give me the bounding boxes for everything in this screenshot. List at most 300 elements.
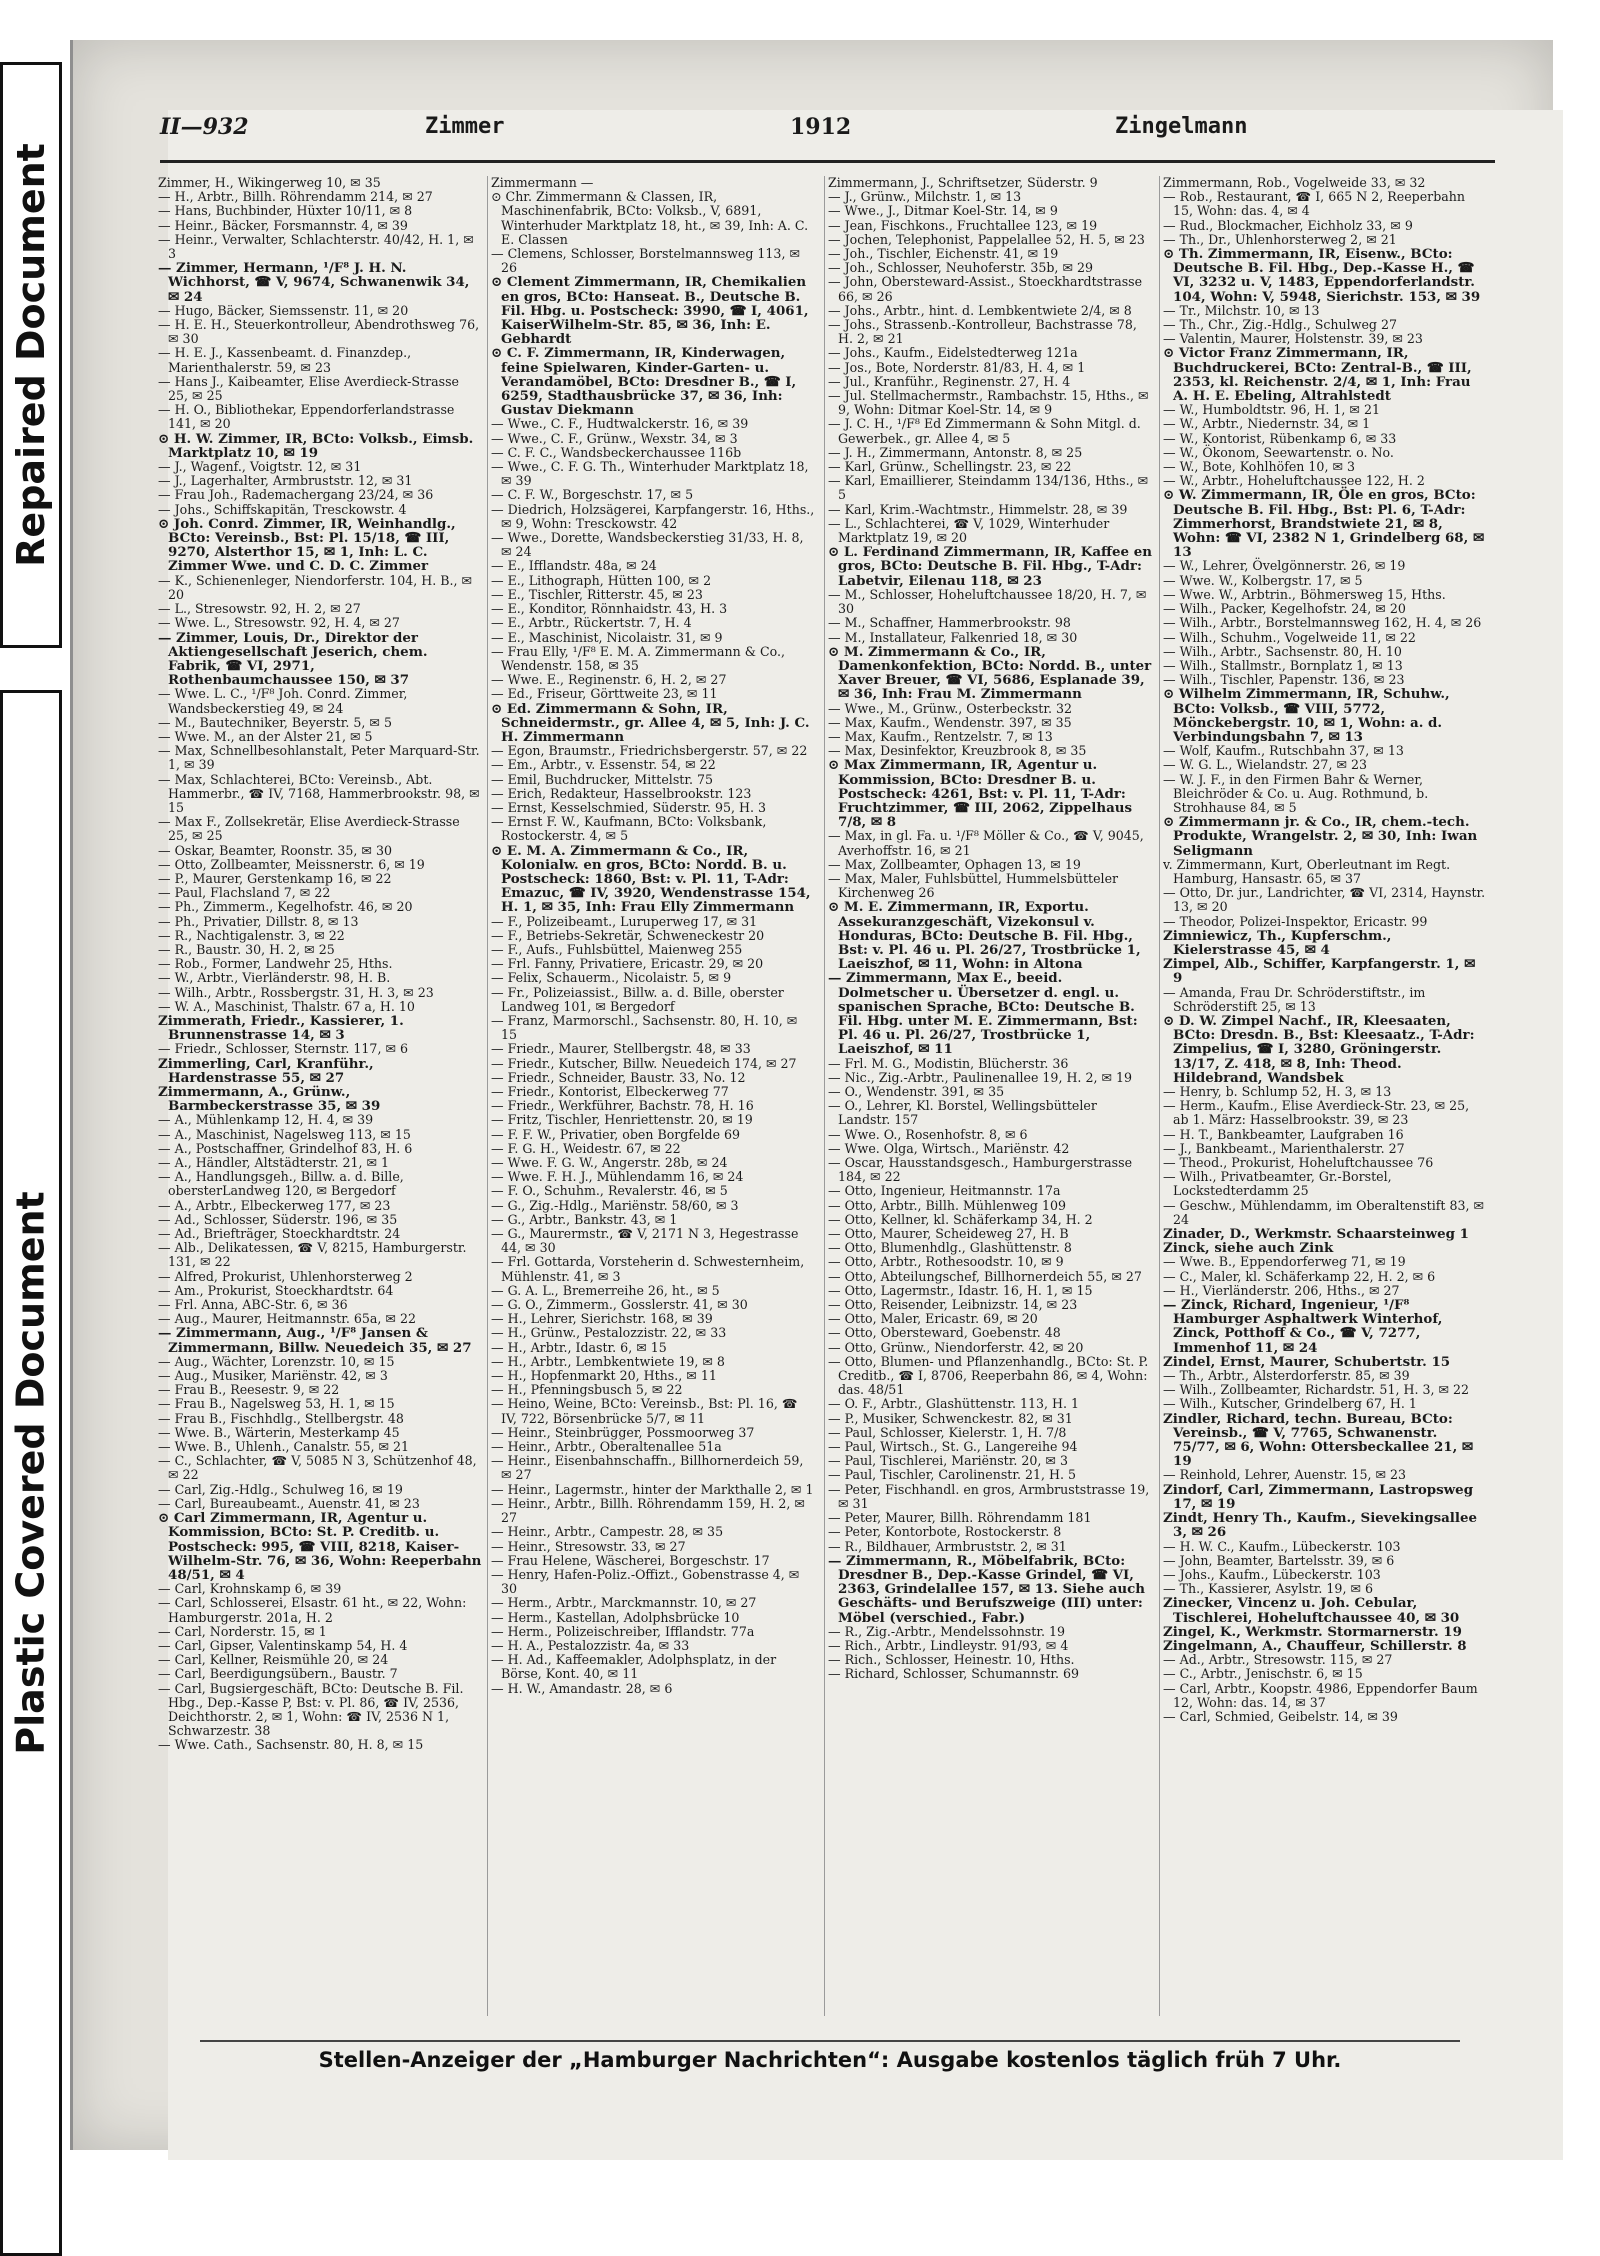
directory-entry: — A., Arbtr., Elbeckerweg 177, ✉ 23: [158, 1197, 391, 1213]
directory-entry: — J. C. H., ¹/F⁸ Ed Zimmermann & Sohn Mitgl. d. Gewerbek., gr. Allee 4, ✉ 5: [828, 416, 1141, 446]
directory-entry: — Wilh., Schuhm., Vogelweide 11, ✉ 22: [1163, 629, 1416, 645]
directory-entry: — Friedr., Schneider, Baustr. 33, No. 12: [491, 1069, 746, 1085]
directory-entry: — Wwe. Olga, Wirtsch., Mariënstr. 42: [828, 1140, 1070, 1156]
directory-entry: ⊙ W. Zimmermann, IR, Öle en gros, BCto: Deutsche B. Fil. Hbg., Bst: Pl. 6, T-Adr: Zimmerhorst, Brandstwiete 21, ✉ 8, Wohn: ☎ VI, 2382 N 1, Grindelberg 68, ✉ 13: [1163, 487, 1485, 561]
directory-entry: — Theodor, Polizei-Inspektor, Ericastr. 99: [1163, 913, 1428, 929]
directory-entry: — H., Arbtr., Idastr. 6, ✉ 15: [491, 1339, 667, 1355]
directory-entry: — Hugo, Bäcker, Siemssenstr. 11, ✉ 20: [158, 302, 409, 318]
directory-entry: — Wilh., Stallmstr., Bornplatz 1, ✉ 13: [1163, 657, 1403, 673]
page-header: [160, 108, 1495, 163]
directory-entry: — Frl. Gottarda, Vorsteherin d. Schwesternheim, Mühlenstr. 41, ✉ 3: [491, 1254, 805, 1284]
directory-entry: — Heinr., Stresowstr. 33, ✉ 27: [491, 1538, 686, 1554]
directory-entry: — Th., Kassierer, Asylstr. 19, ✉ 6: [1163, 1581, 1374, 1597]
directory-entry: — Hans, Buchbinder, Hüxter 10/11, ✉ 8: [158, 203, 413, 219]
directory-entry: — A., Postschaffner, Grindelhof 83, H. 6: [158, 1140, 413, 1156]
stamp-repaired-document: [0, 62, 62, 648]
directory-entry: — Heinr., Verwalter, Schlachterstr. 40/42, H. 1, ✉ 3: [158, 231, 474, 262]
directory-entry: — A., Händler, Altstädterstr. 21, ✉ 1: [158, 1155, 390, 1171]
directory-entry: — Otto, Maler, Ericastr. 69, ✉ 20: [828, 1311, 1038, 1327]
directory-entry: — W., Arbtr., Niedernstr. 34, ✉ 1: [1163, 416, 1371, 432]
directory-entry: — Carl, Schmied, Geibelstr. 14, ✉ 39: [1163, 1708, 1398, 1724]
directory-entry: — Clemens, Schlosser, Borstelmannsweg 113, ✉ 26: [491, 246, 801, 276]
directory-entry: — Carl, Beerdigungsübern., Baustr. 7: [158, 1666, 398, 1682]
directory-entry: — Fritz, Tischler, Henriettenstr. 20, ✉ 19: [491, 1112, 753, 1128]
directory-entry: — Jul., Kranführ., Reginenstr. 27, H. 4: [828, 373, 1071, 389]
directory-entry: — W. J. F., in den Firmen Bahr & Werner, Bleichröder & Co. u. Aug. Rothmund, b. Strohhause 84, ✉ 5: [1163, 771, 1429, 815]
directory-entry: Zinecker, Vincenz u. Joh. Cebular, Tischlerei, Hoheluftchaussee 40, ✉ 30: [1163, 1595, 1460, 1626]
directory-entry: — Frau B., Reesestr. 9, ✉ 22: [158, 1382, 340, 1398]
directory-entry: — Nic., Zig.-Arbtr., Paulinenallee 19, H. 2, ✉ 19: [828, 1069, 1133, 1085]
directory-entry: — Max, Kaufm., Wendenstr. 397, ✉ 35: [828, 714, 1072, 730]
directory-entry: — Wwe. W., Kolbergstr. 17, ✉ 5: [1163, 572, 1363, 588]
directory-entry: — Carl, Bugsiergeschäft, BCto: Deutsche B. Fil. Hbg., Dep.-Kasse P, Bst: v. Pl. 86, ☎ IV, 2536, Deichthorstr. 2, ✉ 1, Wohn: ☎ IV, 2536 N 1, Schwarzestr. 38: [158, 1680, 464, 1739]
directory-entry: — Peter, Fischhandl. en gros, Armbruststrasse 19, ✉ 31: [828, 1481, 1150, 1511]
directory-entry: — Joh., Tischler, Eichenstr. 41, ✉ 19: [828, 246, 1059, 262]
directory-entry: — Karl, Grünw., Schellingstr. 23, ✉ 22: [828, 459, 1072, 475]
directory-entry: — Wilh., Privatbeamter, Gr.-Borstel, Lockstedterdamm 25: [1163, 1169, 1392, 1199]
directory-entry: — Rob., Former, Landwehr 25, Hths.: [158, 956, 393, 972]
directory-entry: — A., Mühlenkamp 12, H. 4, ✉ 39: [158, 1112, 374, 1128]
directory-entry: — E., Konditor, Rönnhaidstr. 43, H. 3: [491, 601, 728, 617]
directory-entry: — R., Zig.-Arbtr., Mendelssohnstr. 19: [828, 1623, 1065, 1639]
directory-entry: — H., Lehrer, Sierichstr. 168, ✉ 39: [491, 1311, 713, 1327]
directory-entry: — K., Schienenleger, Niendorferstr. 104, H. B., ✉ 20: [158, 572, 473, 602]
directory-entry: — Geschw., Mühlendamm, im Oberaltenstift 83, ✉ 24: [1163, 1197, 1485, 1227]
stamp-plastic-label: Plastic Covered Document: [9, 1191, 54, 1755]
directory-entry: — W. G. L., Wielandstr. 27, ✉ 23: [1163, 757, 1368, 773]
directory-entry: — H., Vierländerstr. 206, Hths., ✉ 27: [1163, 1282, 1400, 1298]
directory-entry: — F., Polizeibeamt., Luruperweg 17, ✉ 31: [491, 913, 758, 929]
directory-entry: Zindel, Ernst, Maurer, Schubertstr. 15: [1163, 1353, 1451, 1370]
directory-entry: — John, Obersteward-Assist., Stoeckhardtstrasse 66, ✉ 26: [828, 274, 1143, 304]
directory-entry: ⊙ Clement Zimmermann, IR, Chemikalien en gros, BCto: Hanseat. B., Deutsche B. Fil. Hbg. u. Postscheck: 3990, ☎ I, 4061, KaiserWilhelm-Str. 85, ✉ 36, Inh: E. Gebhardt: [491, 274, 809, 348]
directory-entry: — E., Ifflandstr. 48a, ✉ 24: [491, 558, 657, 574]
directory-entry: — Herm., Polizeischreiber, Ifflandstr. 77a: [491, 1623, 755, 1639]
directory-entry: — H. W. C., Kaufm., Lübeckerstr. 103: [1163, 1538, 1401, 1554]
directory-entry: — Friedr., Schlosser, Sternstr. 117, ✉ 6: [158, 1041, 409, 1057]
directory-entry: — Hans J., Kaibeamter, Elise Averdieck-Strasse 25, ✉ 25: [158, 373, 460, 404]
footer-advertisement: Stellen-Anzeiger der „Hamburger Nachrichten“: Ausgabe kostenlos täglich früh 7 Uhr.: [200, 2040, 1460, 2078]
directory-entry: — Wilh., Kutscher, Grindelberg 67, H. 1: [1163, 1396, 1417, 1412]
directory-entry: Zimmerling, Carl, Kranführ., Hardenstrasse 55, ✉ 27: [158, 1055, 374, 1086]
directory-entry: v. Zimmermann, Kurt, Oberleutnant im Regt. Hamburg, Hansastr. 65, ✉ 37: [1163, 856, 1451, 886]
column-rule: [824, 176, 825, 2016]
directory-entry: — G., Maurermstr., ☎ V, 2171 N 3, Hegestrasse 44, ✉ 30: [491, 1226, 799, 1256]
directory-entry: — Otto, Dr. jur., Landrichter, ☎ VI, 2314, Haynstr. 13, ✉ 20: [1163, 885, 1486, 915]
directory-entry: — Max, Schlachterei, BCto: Vereinsb., Abt. Hammerbr., ☎ IV, 7168, Hammerbrookstr. 98, ✉ 15: [158, 771, 480, 815]
directory-entry: — Otto, Arbtr., Rothesoodstr. 10, ✉ 9: [828, 1254, 1064, 1270]
header-right-keyword: Zingelmann: [1115, 114, 1248, 139]
directory-entry: — Em., Arbtr., v. Essenstr. 54, ✉ 22: [491, 757, 716, 773]
directory-entry: — Ed., Friseur, Görttweite 23, ✉ 11: [491, 686, 718, 702]
directory-entry: ⊙ Max Zimmermann, IR, Agentur u. Kommission, BCto: Dresdner B. u. Postscheck: 4261, Bst: v. Pl. 11, T-Adr: Fruchtzimmer, ☎ III, 2062, Zippelhaus 7/8, ✉ 8: [828, 757, 1133, 831]
directory-entry: — Peter, Kontorbote, Rostockerstr. 8: [828, 1524, 1062, 1540]
directory-entry: — Zimmermann, Max E., beeid. Dolmetscher u. Übersetzer d. engl. u. spanischen Sprache, BCto: Deutsche B. Fil. Hbg. unter M. E. Zimmermann, Bst: Pl. 46 u. Pl. 26/27, Trostbrücke 1, Laeiszhof, ✉ 11: [828, 970, 1138, 1058]
directory-entry: — Tr., Milchstr. 10, ✉ 13: [1163, 302, 1320, 318]
directory-entry: — Jochen, Telephonist, Pappelallee 52, H. 5, ✉ 23: [828, 231, 1145, 247]
directory-entry: — Alfred, Prokurist, Uhlenhorsterweg 2: [158, 1268, 413, 1284]
directory-entry: — Karl, Emaillierer, Steindamm 134/136, Hths., ✉ 5: [828, 473, 1149, 503]
directory-entry: ⊙ Chr. Zimmermann & Classen, IR, Maschinenfabrik, BCto: Volksb., V, 6891, Winterhuder Marktplatz 18, ht., ✉ 39, Inh: A. C. E. Classen: [491, 189, 809, 247]
directory-entry: — Wwe., M., Grünw., Osterbeckstr. 32: [828, 700, 1072, 716]
directory-entry: — Aug., Maurer, Heitmannstr. 65a, ✉ 22: [158, 1311, 416, 1327]
directory-entry: — Jean, Fischkons., Fruchtallee 123, ✉ 19: [828, 217, 1098, 233]
directory-entry: Zimmermann, J., Schriftsetzer, Süderstr. 9: [828, 176, 1098, 190]
directory-entry: — H., Pfenningsbusch 5, ✉ 22: [491, 1382, 683, 1398]
stamp-repaired-label: Repaired Document: [9, 143, 54, 567]
directory-entry: ⊙ D. W. Zimpel Nachf., IR, Kleesaaten, BCto: Dresdn. B., Bst: Kleesaatz., T-Adr: Zimpelius, ☎ I, 3280, Gröningerstr. 13/17, Z. 418, ✉ 8, Inh: Theod. Hildebrand, Wandsbek: [1163, 1012, 1475, 1086]
directory-entry: — Otto, Lagermstr., Idastr. 16, H. 1, ✉ 15: [828, 1282, 1093, 1298]
directory-entry: — Frau B., Nagelsweg 53, H. 1, ✉ 15: [158, 1396, 395, 1412]
directory-entry: — Wilh., Arbtr., Sachsenstr. 80, H. 10: [1163, 643, 1402, 659]
directory-entry: — H. E. H., Steuerkontrolleur, Abendrothsweg 76, ✉ 30: [158, 317, 480, 347]
directory-entry: — Heinr., Bäcker, Forsmannstr. 4, ✉ 39: [158, 217, 408, 233]
directory-entry: Zimmerath, Friedr., Kassierer, 1. Brunnenstrasse 14, ✉ 3: [158, 1012, 404, 1044]
directory-entry: — O., Lehrer, Kl. Borstel, Wellingsbütteler Landstr. 157: [828, 1098, 1097, 1128]
directory-entry: — Otto, Grünw., Niendorferstr. 42, ✉ 20: [828, 1339, 1084, 1355]
directory-entry: — Wwe. B., Uhlenh., Canalstr. 55, ✉ 21: [158, 1439, 410, 1455]
directory-entry: — Max, Desinfektor, Kreuzbrook 8, ✉ 35: [828, 743, 1087, 759]
directory-entry: — Carl, Kellner, Reismühle 20, ✉ 24: [158, 1652, 389, 1668]
directory-entry: — O. F., Arbtr., Glashüttenstr. 113, H. 1: [828, 1396, 1080, 1412]
directory-entry: — G. O., Zimmerm., Gosslerstr. 41, ✉ 30: [491, 1297, 748, 1313]
directory-entry: — Ph., Privatier, Dillstr. 8, ✉ 13: [158, 913, 359, 929]
directory-entry: — H. O., Bibliothekar, Eppendorferlandstrasse 141, ✉ 20: [158, 402, 455, 432]
directory-entry: — E., Maschinist, Nicolaistr. 31, ✉ 9: [491, 629, 723, 645]
directory-entry: — Wwe. B., Wärterin, Mesterkamp 45: [158, 1424, 400, 1440]
directory-entry: — Otto, Arbtr., Billh. Mühlenweg 109: [828, 1197, 1067, 1213]
directory-entry: Zingelmann, A., Chauffeur, Schillerstr. 8: [1163, 1637, 1467, 1654]
directory-column-3: [828, 176, 1153, 2016]
directory-entry: — John, Beamter, Bartelsstr. 39, ✉ 6: [1163, 1552, 1395, 1568]
directory-entry: Zinck, siehe auch Zink: [1163, 1240, 1334, 1257]
directory-column-4: [1163, 176, 1488, 2016]
directory-entry: — W., Bote, Kohlhöfen 10, ✉ 3: [1163, 459, 1356, 475]
directory-entry: — J. H., Zimmermann, Antonstr. 8, ✉ 25: [828, 444, 1083, 460]
directory-entry: — Wilh., Packer, Kegelhofstr. 24, ✉ 20: [1163, 601, 1406, 617]
directory-entry: — Rud., Blockmacher, Eichholz 33, ✉ 9: [1163, 217, 1413, 233]
directory-entry: — Th., Chr., Zig.-Hdlg., Schulweg 27: [1163, 317, 1398, 333]
directory-entry: — Amanda, Frau Dr. Schröderstiftstr., im Schröderstift 25, ✉ 13: [1163, 984, 1426, 1014]
directory-entry: — Zimmer, Hermann, ¹/F⁸ J. H. N. Wichhorst, ☎ V, 9674, Schwanenwik 34, ✉ 24: [158, 260, 470, 305]
directory-entry: ⊙ Th. Zimmermann, IR, Eisenw., BCto: Deutsche B. Fil. Hbg., Dep.-Kasse H., ☎ VI, 3232 u. V, 1483, Eppendorferlandstr. 104, Wohn: V, 5948, Sierichstr. 153, ✉ 39: [1163, 246, 1481, 305]
directory-entry: — C., Schlachter, ☎ V, 5085 N 3, Schützenhof 48, ✉ 22: [158, 1453, 477, 1483]
directory-entry: — Frau B., Fischhdlg., Stellbergstr. 48: [158, 1410, 404, 1426]
directory-entry: — Heino, Weine, BCto: Vereinsb., Bst: Pl. 16, ☎ IV, 722, Börsenbrücke 5/7, ✉ 11: [491, 1396, 798, 1426]
directory-entry: — H. W., Amandastr. 28, ✉ 6: [491, 1680, 673, 1696]
directory-entry: — Carl, Gipser, Valentinskamp 54, H. 4: [158, 1637, 408, 1653]
directory-entry: — Wwe., C. F., Grünw., Wexstr. 34, ✉ 3: [491, 430, 738, 446]
directory-entry: — M., Schaffner, Hammerbrookstr. 98: [828, 615, 1071, 631]
directory-entry: — Rich., Schlosser, Heinestr. 10, Hths.: [828, 1652, 1075, 1668]
directory-entry: — Wwe. B., Eppendorferweg 71, ✉ 19: [1163, 1254, 1406, 1270]
directory-entry: — Rich., Arbtr., Lindleystr. 91/93, ✉ 4: [828, 1637, 1069, 1653]
directory-entry: Zimmermann —: [491, 176, 594, 190]
directory-entry: — Max, Kaufm., Rentzelstr. 7, ✉ 13: [828, 728, 1053, 744]
directory-entry: — Egon, Braumstr., Friedrichsbergerstr. 57, ✉ 22: [491, 743, 808, 759]
directory-entry: — Otto, Zollbeamter, Meissnerstr. 6, ✉ 19: [158, 856, 425, 872]
directory-entry: — H., Arbtr., Billh. Röhrendamm 214, ✉ 27: [158, 189, 433, 205]
directory-entry: — Herm., Kaufm., Elise Averdieck-Str. 23, ✉ 25, ab 1. März: Hasselbrookstr. 39, ✉ 23: [1163, 1098, 1470, 1128]
directory-entry: — Wwe. F. H. J., Mühlendamm 16, ✉ 24: [491, 1169, 744, 1185]
directory-entry: — Wwe., C. F., Hudtwalckerstr. 16, ✉ 39: [491, 416, 749, 432]
directory-column-2: [491, 176, 816, 2016]
directory-entry: — Wwe., Dorette, Wandsbeckerstieg 31/33, H. 8, ✉ 24: [491, 530, 804, 560]
directory-entry: — F. G. H., Weidestr. 67, ✉ 22: [491, 1140, 681, 1156]
directory-entry: — F. O., Schuhm., Revalerstr. 46, ✉ 5: [491, 1183, 728, 1199]
directory-entry: — Henry, Hafen-Poliz.-Offizt., Gobenstrasse 4, ✉ 30: [491, 1566, 800, 1597]
directory-entry: — F., Aufs., Fuhlsbüttel, Maienweg 255: [491, 941, 743, 957]
directory-entry: — Heinr., Steinbrügger, Possmoorweg 37: [491, 1424, 755, 1440]
directory-entry: — Oskar, Beamter, Roonstr. 35, ✉ 30: [158, 842, 393, 858]
directory-entry: — H., Hopfenmarkt 20, Hths., ✉ 11: [491, 1368, 717, 1384]
directory-entry: — W., Lehrer, Övelgönnerstr. 26, ✉ 19: [1163, 558, 1406, 574]
directory-entry: — Valentin, Maurer, Holstenstr. 39, ✉ 23: [1163, 331, 1423, 347]
directory-entry: — Max, Maler, Fuhlsbüttel, Hummelsbütteler Kirchenweg 26: [828, 870, 1119, 901]
directory-entry: — G., Zig.-Hdlg., Mariënstr. 58/60, ✉ 3: [491, 1197, 739, 1213]
directory-entry: — Heinr., Arbtr., Oberaltenallee 51a: [491, 1439, 722, 1455]
directory-entry: — Aug., Musiker, Mariënstr. 42, ✉ 3: [158, 1368, 388, 1384]
directory-entry: — R., Nachtigalenstr. 3, ✉ 22: [158, 927, 345, 943]
directory-entry: — Zinck, Richard, Ingenieur, ¹/F⁸ Hamburger Asphaltwerk Winterhof, Zinck, Potthoff & Co., ☎ V, 7277, Immenhof 11, ✉ 24: [1163, 1297, 1443, 1356]
directory-entry: — Herm., Arbtr., Marckmannstr. 10, ✉ 27: [491, 1595, 757, 1611]
directory-entry: — H., Arbtr., Lembkentwiete 19, ✉ 8: [491, 1353, 725, 1369]
directory-entry: — Max F., Zollsekretär, Elise Averdieck-Strasse 25, ✉ 25: [158, 814, 460, 844]
directory-entry: — Ad., Arbtr., Stresowstr. 115, ✉ 27: [1163, 1652, 1393, 1668]
directory-entry: — Diedrich, Holzsägerei, Karpfangerstr. 16, Hths., ✉ 9, Wohn: Tresckowstr. 42: [491, 501, 815, 531]
directory-entry: — W., Kontorist, Rübenkamp 6, ✉ 33: [1163, 430, 1397, 446]
directory-entry: — Carl, Zig.-Hdlg., Schulweg 16, ✉ 19: [158, 1481, 403, 1497]
directory-entry: — Max, in gl. Fa. u. ¹/F⁸ Möller & Co., ☎ V, 9045, Averhoffstr. 16, ✉ 21: [828, 828, 1144, 858]
directory-entry: — Ph., Zimmerm., Kegelhofstr. 46, ✉ 20: [158, 899, 413, 915]
directory-entry: — Jul. Stellmachermstr., Rambachstr. 15, Hths., ✉ 9, Wohn: Ditmar Koel-Str. 14, ✉ 9: [828, 388, 1149, 418]
directory-entry: — Frau Joh., Rademachergang 23/24, ✉ 36: [158, 487, 434, 503]
directory-entry: — Heinr., Lagermstr., hinter der Markthalle 2, ✉ 1: [491, 1481, 814, 1497]
directory-entry: Zimniewicz, Th., Kupferschm., Kielerstrasse 45, ✉ 4: [1163, 927, 1392, 958]
directory-entry: — Erich, Redakteur, Hasselbrookstr. 123: [491, 785, 752, 801]
directory-entry: — Paul, Flachsland 7, ✉ 22: [158, 885, 331, 901]
directory-entry: ⊙ Carl Zimmermann, IR, Agentur u. Kommission, BCto: St. P. Creditb. u. Postscheck: 995, ☎ VIII, 8218, Kaiser-Wilhelm-Str. 76, ✉ 36, Wohn: Reeperbahn 48/51, ✉ 4: [158, 1510, 482, 1583]
directory-entry: — A., Handlungsgeh., Billw. a. d. Bille, obersterLandweg 120, ✉ Bergedorf: [158, 1169, 404, 1199]
directory-entry: — F. F. W., Privatier, oben Borgfelde 69: [491, 1126, 741, 1142]
directory-entry: ⊙ C. F. Zimmermann, IR, Kinderwagen, feine Spielwaren, Kinder-Garten- u. Verandamöbel, BCto: Dresdner B., ☎ I, 6259, Stadthausbrücke 37, ✉ 36, Inh: Gustav Diekmann: [491, 345, 797, 419]
directory-entry: ⊙ Wilhelm Zimmermann, IR, Schuhw., BCto: Volksb., ☎ VIII, 5772, Mönckebergstr. 10, ✉ 1, Wohn: a. d. Verbindungsbahn 7, ✉ 13: [1163, 686, 1450, 745]
directory-entry: ⊙ H. W. Zimmer, IR, BCto: Volksb., Eimsb. Marktplatz 10, ✉ 19: [158, 430, 474, 461]
directory-entry: — Otto, Reisender, Leibnizstr. 14, ✉ 23: [828, 1297, 1078, 1313]
directory-entry: Zimmer, H., Wikingerweg 10, ✉ 35: [158, 176, 381, 190]
directory-entry: — Johs., Schiffskapitän, Tresckowstr. 4: [158, 501, 407, 517]
header-left-keyword: Zimmer: [425, 114, 505, 139]
directory-entry: — Heinr., Arbtr., Billh. Röhrendamm 159, H. 2, ✉ 27: [491, 1495, 805, 1526]
directory-entry: — Ad., Briefträger, Stoeckhardtstr. 24: [158, 1226, 401, 1242]
directory-entry: — Peter, Maurer, Billh. Röhrendamm 181: [828, 1510, 1092, 1526]
directory-entry: — Wwe. E., Reginenstr. 6, H. 2, ✉ 27: [491, 672, 727, 688]
directory-entry: — Wwe. L. C., ¹/F⁸ Joh. Conrd. Zimmer, Wandsbeckerstieg 49, ✉ 24: [158, 686, 408, 716]
directory-entry: — Friedr., Kutscher, Billw. Neuedeich 174, ✉ 27: [491, 1055, 797, 1071]
directory-entry: — P., Musiker, Schwenckestr. 82, ✉ 31: [828, 1410, 1073, 1426]
directory-entry: — Wwe. F. G. W., Angerstr. 28b, ✉ 24: [491, 1155, 728, 1171]
directory-entry: — E., Tischler, Ritterstr. 45, ✉ 23: [491, 586, 703, 602]
directory-entry: — Herm., Kastellan, Adolphsbrücke 10: [491, 1609, 740, 1625]
directory-entry: — M., Installateur, Falkenried 18, ✉ 30: [828, 629, 1078, 645]
directory-entry: — Wilh., Arbtr., Borstelmannsweg 162, H. 4, ✉ 26: [1163, 615, 1482, 631]
directory-entry: — Rob., Restaurant, ☎ I, 665 N 2, Reeperbahn 15, Wohn: das. 4, ✉ 4: [1163, 189, 1465, 219]
directory-entry: — W., Ökonom, Seewartenstr. o. No.: [1163, 444, 1394, 460]
directory-entry: ⊙ Ed. Zimmermann & Sohn, IR, Schneidermstr., gr. Allee 4, ✉ 5, Inh: J. C. H. Zimmermann: [491, 700, 810, 745]
directory-entry: — M., Bautechniker, Beyerstr. 5, ✉ 5: [158, 714, 392, 730]
directory-entry: — Th., Arbtr., Alsterdorferstr. 85, ✉ 39: [1163, 1368, 1410, 1384]
directory-entry: — Th., Dr., Uhlenhorsterweg 2, ✉ 21: [1163, 231, 1397, 247]
directory-entry: Zimmermann, Rob., Vogelweide 33, ✉ 32: [1163, 176, 1426, 190]
directory-entry: — Zimmermann, Aug., ¹/F⁸ Jansen & Zimmermann, Billw. Neuedeich 35, ✉ 27: [158, 1325, 472, 1356]
directory-entry: — P., Maurer, Gerstenkamp 16, ✉ 22: [158, 870, 392, 886]
directory-entry: — Max, Zollbeamter, Ophagen 13, ✉ 19: [828, 856, 1081, 872]
directory-entry: — Carl, Norderstr. 15, ✉ 1: [158, 1623, 327, 1639]
directory-entry: — Otto, Maurer, Scheideweg 27, H. B: [828, 1226, 1069, 1242]
directory-entry: Zindt, Henry Th., Kaufm., Sievekingsallee 3, ✉ 26: [1163, 1510, 1477, 1541]
directory-entry: — Wwe. M., an der Alster 21, ✉ 5: [158, 728, 373, 744]
directory-entry: — L., Schlachterei, ☎ V, 1029, Winterhuder Marktplatz 19, ✉ 20: [828, 515, 1110, 546]
directory-entry: ⊙ L. Ferdinand Zimmermann, IR, Kaffee en gros, BCto: Deutsche B. Fil. Hbg., T-Adr: Labetvir, Eilenau 118, ✉ 23: [828, 544, 1152, 589]
directory-entry: — M., Schlosser, Hoheluftchaussee 18/20, H. 7, ✉ 30: [828, 586, 1147, 617]
directory-entry: — W., Arbtr., Vierländerstr. 98, H. B.: [158, 970, 391, 986]
directory-entry: — H. Ad., Kaffeemakler, Adolphsplatz, in der Börse, Kont. 40, ✉ 11: [491, 1652, 777, 1682]
directory-entry: — G., Arbtr., Bankstr. 43, ✉ 1: [491, 1211, 678, 1227]
directory-entry: — C., Arbtr., Jenischstr. 6, ✉ 15: [1163, 1666, 1363, 1682]
directory-entry: — F., Betriebs-Sekretär, Schweneckestr 20: [491, 927, 765, 943]
directory-entry: — Friedr., Kontorist, Elbeckerweg 77: [491, 1084, 729, 1099]
directory-entry: — G. A. L., Bremerreihe 26, ht., ✉ 5: [491, 1282, 720, 1298]
directory-entry: — Paul, Tischlerei, Mariënstr. 20, ✉ 3: [828, 1453, 1068, 1469]
directory-entry: — Johs., Arbtr., hint. d. Lembkentwiete 2/4, ✉ 8: [828, 302, 1132, 318]
directory-entry: — Otto, Abteilungschef, Billhornerdeich 55, ✉ 27: [828, 1268, 1142, 1284]
directory-entry: — Ernst, Kesselschmied, Süderstr. 95, H. 3: [491, 799, 766, 815]
directory-entry: — Otto, Ingenieur, Heitmannstr. 17a: [828, 1183, 1061, 1199]
directory-columns: [158, 176, 1498, 2016]
directory-entry: — A., Maschinist, Nagelsweg 113, ✉ 15: [158, 1126, 411, 1142]
directory-entry: — Franz, Marmorschl., Sachsenstr. 80, H. 10, ✉ 15: [491, 1012, 798, 1043]
directory-entry: — C. F. C., Wandsbeckerchaussee 116b: [491, 444, 742, 460]
page-number: II—932: [160, 114, 249, 140]
directory-entry: ⊙ Victor Franz Zimmermann, IR, Buchdruckerei, BCto: Zentral-B., ☎ III, 2353, kl. Reichenstr. 2/4, ✉ 1, Inh: Frau A. H. E. Ebeling, Altrahlstedt: [1163, 345, 1472, 405]
directory-entry: — Frl. Anna, ABC-Str. 6, ✉ 36: [158, 1297, 348, 1313]
directory-entry: — Zimmermann, R., Möbelfabrik, BCto: Dresdner B., Dep.-Kasse Grindel, ☎ VI, 2363, Grindelallee 157, ✉ 13. Siehe auch Geschäfts- und Berufszweige (III) unter: Möbel (verschied., Fabr.): [828, 1552, 1146, 1626]
directory-entry: — W. A., Maschinist, Thalstr. 67 a, H. 10: [158, 998, 415, 1014]
directory-entry: — Carl, Schlosserei, Elsastr. 61 ht., ✉ 22, Wohn: Hamburgerstr. 201a, H. 2: [158, 1595, 467, 1625]
directory-entry: — Wwe. Cath., Sachsenstr. 80, H. 8, ✉ 15: [158, 1737, 424, 1753]
directory-entry: — Johs., Kaufm., Eidelstedterweg 121a: [828, 345, 1078, 361]
directory-entry: — Theod., Prokurist, Hoheluftchaussee 76: [1163, 1155, 1434, 1171]
directory-entry: — Reinhold, Lehrer, Auenstr. 15, ✉ 23: [1163, 1467, 1407, 1483]
directory-entry: — L., Stresowstr. 92, H. 2, ✉ 27: [158, 601, 361, 617]
directory-entry: — W., Humboldtstr. 96, H. 1, ✉ 21: [1163, 402, 1380, 418]
directory-entry: — Zimmer, Louis, Dr., Direktor der Aktiengesellschaft Jeserich, chem. Fabrik, ☎ VI, 2971, Rothenbaumchaussee 150, ✉ 37: [158, 629, 428, 689]
directory-entry: Zinader, D., Werkmstr. Schaarsteinweg 1: [1163, 1226, 1469, 1243]
directory-entry: — Wilh., Zollbeamter, Richardstr. 51, H. 3, ✉ 22: [1163, 1382, 1470, 1398]
directory-entry: — Johs., Kaufm., Lübeckerstr. 103: [1163, 1566, 1381, 1582]
directory-entry: ⊙ Joh. Conrd. Zimmer, IR, Weinhandlg., BCto: Vereinsb., Bst: Pl. 15/18, ☎ III, 9270, Alsterthor 15, ✉ 1, Inh: L. C. Zimmer Wwe. und C. D. C. Zimmer: [158, 515, 456, 575]
column-rule: [1159, 176, 1160, 2016]
directory-entry: — Felix, Schauerm., Nicolaistr. 5, ✉ 9: [491, 970, 732, 986]
directory-entry: ⊙ Zimmermann jr. & Co., IR, chem.-tech. Produkte, Wrangelstr. 2, ✉ 30, Inh: Iwan Seligmann: [1163, 814, 1478, 859]
directory-entry: Zindorf, Carl, Zimmermann, Lastropsweg 17, ✉ 19: [1163, 1481, 1474, 1512]
directory-entry: — Jos., Bote, Norderstr. 81/83, H. 4, ✉ 1: [828, 359, 1086, 375]
directory-column-1: [158, 176, 483, 2016]
directory-entry: — Wilh., Arbtr., Rossbergstr. 31, H. 3, ✉ 23: [158, 984, 434, 1000]
directory-entry: — Carl, Krohnskamp 6, ✉ 39: [158, 1581, 342, 1597]
directory-entry: — Alb., Delikatessen, ☎ V, 8215, Hamburgerstr. 131, ✉ 22: [158, 1240, 467, 1270]
column-rule: [487, 176, 488, 2016]
directory-entry: — Richard, Schlosser, Schumannstr. 69: [828, 1666, 1080, 1682]
directory-entry: — Frau Elly, ¹/F⁸ E. M. A. Zimmermann & Co., Wendenstr. 158, ✉ 35: [491, 643, 785, 673]
directory-entry: — H., Grünw., Pestalozzistr. 22, ✉ 33: [491, 1325, 727, 1341]
directory-entry: — Carl, Bureaubeamt., Auenstr. 41, ✉ 23: [158, 1495, 420, 1511]
directory-entry: — Paul, Tischler, Carolinenstr. 21, H. 5: [828, 1467, 1077, 1483]
directory-entry: — J., Wagenf., Voigtstr. 12, ✉ 31: [158, 459, 362, 475]
directory-entry: ⊙ E. M. A. Zimmermann & Co., IR, Kolonialw. en gros, BCto: Nordd. B. u. Postscheck: 1860, Bst: v. Pl. 11, T-Adr: Emazuc, ☎ IV, 3920, Wendenstrasse 154, H. 1, ✉ 35, Inh: Frau Elly Zimmermann: [491, 842, 811, 916]
directory-entry: — C. F. W., Borgeschstr. 17, ✉ 5: [491, 487, 694, 503]
directory-entry: ⊙ M. E. Zimmermann, IR, Exportu. Assekuranzgeschäft, Vizekonsul v. Honduras, BCto: Deutsche B. Fil. Hbg., Bst: v. Pl. 46 u. Pl. 26/27, Trostbrücke 1, Laeiszhof, ✉ 11, Wohn: in Altona: [828, 899, 1141, 973]
directory-entry: — Otto, Kellner, kl. Schäferkamp 34, H. 2: [828, 1211, 1093, 1227]
directory-entry: — Max, Schnellbesohlanstalt, Peter Marquard-Str. 1, ✉ 39: [158, 743, 480, 773]
directory-entry: — W., Arbtr., Hoheluftchaussee 122, H. 2: [1163, 473, 1425, 489]
directory-entry: — Wwe. W., Arbtrin., Böhmersweg 15, Hths.: [1163, 586, 1446, 602]
directory-entry: — Wolf, Kaufm., Rutschbahn 37, ✉ 13: [1163, 743, 1404, 759]
directory-entry: — C., Maler, kl. Schäferkamp 22, H. 2, ✉ 6: [1163, 1268, 1436, 1284]
directory-entry: — Joh., Schlosser, Neuhoferstr. 35b, ✉ 29: [828, 260, 1094, 276]
directory-entry: — Frl. M. G., Modistin, Blücherstr. 36: [828, 1055, 1069, 1071]
directory-entry: — Emil, Buchdrucker, Mittelstr. 75: [491, 771, 714, 787]
directory-entry: Zindler, Richard, techn. Bureau, BCto: Vereinsb., ☎ V, 7765, Schwanenstr. 75/77, ✉ 6, Wohn: Ottersbeckallee 21, ✉ 19: [1163, 1410, 1474, 1470]
stamp-plastic-covered-document: [0, 690, 62, 2256]
directory-entry: — Ernst F. W., Kaufmann, BCto: Volksbank, Rostockerstr. 4, ✉ 5: [491, 814, 767, 844]
directory-entry: — Oscar, Hausstandsgesch., Hamburgerstrasse 184, ✉ 22: [828, 1155, 1133, 1185]
directory-entry: — R., Baustr. 30, H. 2, ✉ 25: [158, 941, 335, 957]
directory-entry: — H. T., Bankbeamter, Laufgraben 16: [1163, 1126, 1404, 1142]
directory-entry: — H. A., Pestalozzistr. 4a, ✉ 33: [491, 1637, 690, 1653]
directory-entry: — Friedr., Werkführer, Bachstr. 78, H. 16: [491, 1098, 754, 1114]
directory-entry: — Frl. Fanny, Privatiere, Ericastr. 29, ✉ 20: [491, 956, 764, 972]
directory-entry: — Karl, Krim.-Wachtmstr., Himmelstr. 28, ✉ 39: [828, 501, 1128, 517]
directory-entry: — Wwe., C. F. G. Th., Winterhuder Marktplatz 18, ✉ 39: [491, 459, 809, 489]
directory-entry: ⊙ M. Zimmermann & Co., IR, Damenkonfektion, BCto: Nordd. B., unter Xaver Breuer, ☎ VI, 5686, Esplanade 39, ✉ 36, Inh: Frau M. Zimmermann: [828, 643, 1152, 703]
directory-entry: — H. E. J., Kassenbeamt. d. Finanzdep., Marienthalerstr. 59, ✉ 23: [158, 345, 412, 375]
directory-entry: Zimpel, Alb., Schiffer, Karpfangerstr. 1, ✉ 9: [1163, 956, 1476, 987]
directory-entry: — Paul, Wirtsch., St. G., Langereihe 94: [828, 1439, 1078, 1455]
directory-entry: — J., Grünw., Milchstr. 1, ✉ 13: [828, 189, 1022, 205]
directory-entry: — Henry, b. Schlump 52, H. 3, ✉ 13: [1163, 1084, 1392, 1099]
directory-entry: — Wwe., J., Ditmar Koel-Str. 14, ✉ 9: [828, 203, 1058, 219]
directory-entry: Zimmermann, A., Grünw., Barmbeckerstrasse 35, ✉ 39: [158, 1084, 381, 1115]
directory-entry: — Otto, Blumenhdlg., Glashüttenstr. 8: [828, 1240, 1072, 1256]
directory-entry: — Heinr., Eisenbahnschaffn., Billhornerdeich 59, ✉ 27: [491, 1453, 804, 1483]
directory-entry: — Wwe. O., Rosenhofstr. 8, ✉ 6: [828, 1126, 1028, 1142]
directory-entry: — Paul, Schlosser, Kielerstr. 1, H. 7/8: [828, 1424, 1067, 1440]
directory-entry: — E., Lithograph, Hütten 100, ✉ 2: [491, 572, 712, 588]
directory-entry: — Wilh., Tischler, Papenstr. 136, ✉ 23: [1163, 672, 1405, 688]
directory-entry: — Wwe. L., Stresowstr. 92, H. 4, ✉ 27: [158, 615, 400, 631]
directory-entry: Zingel, K., Werkmstr. Stormarnerstr. 19: [1163, 1623, 1462, 1640]
directory-entry: — Otto, Obersteward, Goebenstr. 48: [828, 1325, 1061, 1341]
directory-entry: — Carl, Arbtr., Koopstr. 4986, Eppendorfer Baum 12, Wohn: das. 14, ✉ 37: [1163, 1680, 1478, 1710]
directory-entry: — Heinr., Arbtr., Campestr. 28, ✉ 35: [491, 1524, 724, 1540]
directory-entry: — Fr., Polizeiassist., Billw. a. d. Bille, oberster Landweg 101, ✉ Bergedorf: [491, 984, 784, 1014]
directory-entry: — R., Bildhauer, Armbruststr. 2, ✉ 31: [828, 1538, 1067, 1554]
directory-entry: — Ad., Schlosser, Süderstr. 196, ✉ 35: [158, 1211, 398, 1227]
header-year: 1912: [790, 114, 852, 140]
directory-entry: — Aug., Wächter, Lorenzstr. 10, ✉ 15: [158, 1353, 395, 1369]
directory-entry: — Frau Helene, Wäscherei, Borgeschstr. 17: [491, 1552, 770, 1568]
